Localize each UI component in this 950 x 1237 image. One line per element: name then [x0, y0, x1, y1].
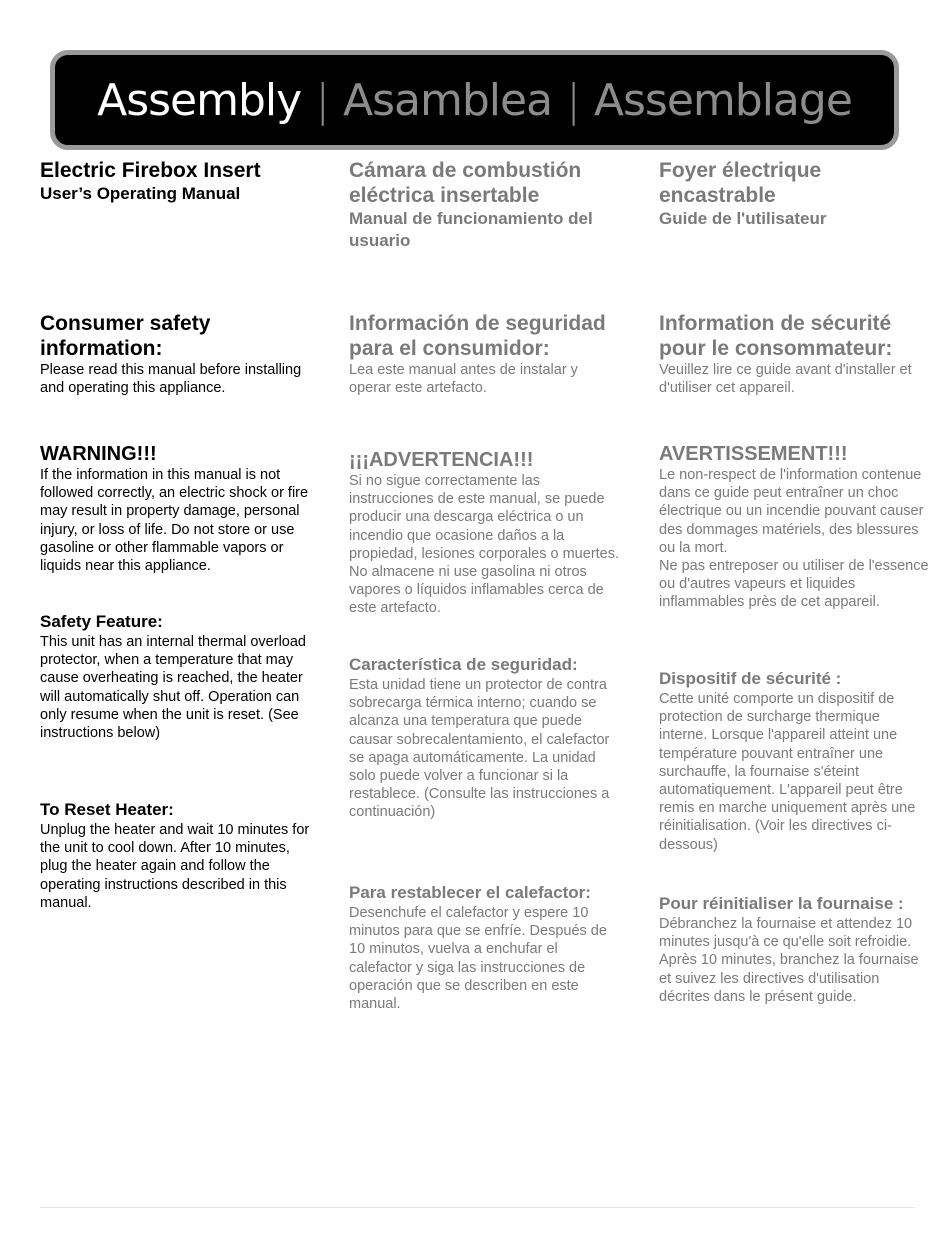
doc-title-block — [40, 158, 310, 205]
banner-title-spanish: Asamblea — [343, 74, 553, 126]
reset-heading: Para restablecer el calefactor: — [349, 883, 591, 902]
safety-feature-heading: Safety Feature: — [40, 612, 163, 631]
reset-section — [40, 799, 310, 912]
warning-body: Le non-respect de l'information contenue dans ce guide peut entraîner un choc électrique ou un incendie pouvant causer des dommages matériels, des blessures ou la mort. Ne pas entreposer ou utiliser de l'essence ou d'autres vapeurs et liquides inflammables près de cet appareil. — [659, 467, 929, 611]
reset-body: Unplug the heater and wait 10 minutes for the unit to cool down. After 10 minutes, plug the heater again and follow the operating instructions described in this manual. — [40, 822, 310, 911]
doc-title-block — [659, 158, 929, 230]
warning-section — [40, 442, 310, 575]
doc-subtitle: Manual de funcionamiento del usuario — [349, 209, 593, 250]
doc-title-block — [349, 158, 619, 252]
reset-heading: Pour réinitialiser la fournaise : — [659, 894, 904, 913]
warning-body: Si no sigue correctamente las instrucciones de este manual, se puede producir una descarga eléctrica o un incendio que ocasione daños a la propiedad, lesiones corporales o muertes. No almacene ni use gasolina ni otros vapores o líquidos inflamables cerca de este artefacto. — [349, 473, 620, 617]
safety-feature-section — [40, 611, 310, 742]
safety-feature-heading: Dispositif de sécurité : — [659, 669, 842, 688]
safety-feature-section — [349, 654, 619, 822]
doc-title: Electric Firebox Insert — [40, 159, 261, 182]
footer-divider — [40, 1207, 915, 1208]
warning-heading: AVERTISSEMENT!!! — [659, 443, 848, 465]
safety-info-heading: Información de seguridad para el consumidor: — [349, 312, 606, 360]
reset-section — [349, 882, 619, 1013]
doc-subtitle: User’s Operating Manual — [40, 184, 241, 203]
safety-feature-body: Esta unidad tiene un protector de contra sobrecarga térmica interno; cuando se alcanza una temperatura que puede causar sobrecalentamiento, el calefactor se apaga automáticamente. La unidad solo puede volver a funcionar si la restablece. (Consulte las instrucciones a continuación) — [349, 677, 610, 821]
safety-info-section — [349, 311, 619, 397]
reset-body: Débranchez la fournaise et attendez 10 minutes jusqu'à ce qu'elle soit refroidie. Après 10 minutes, branchez la fournaise et suivez les directives d'utilisation décrites dans le présent guide. — [659, 916, 919, 1005]
reset-heading: To Reset Heater: — [40, 800, 174, 819]
reset-section — [659, 893, 929, 1006]
banner-title-french: Assemblage — [593, 74, 852, 126]
doc-title: Cámara de combustión eléctrica insertable — [349, 159, 582, 207]
safety-info-body: Veuillez lire ce guide avant d'installer et d'utiliser cet appareil. — [659, 362, 912, 397]
warning-section — [349, 448, 619, 618]
safety-feature-section — [659, 668, 929, 854]
banner-separator: | — [566, 74, 580, 126]
warning-body: If the information in this manual is not followed correctly, an electric shock or fire may result in property damage, personal injury, or loss of life. Do not store or use gasoline or other flammable vapors or liquids near this appliance. — [40, 467, 309, 575]
safety-info-heading: Information de sécurité pour le consommateur: — [659, 312, 893, 360]
doc-subtitle: Guide de l'utilisateur — [659, 209, 827, 228]
safety-feature-body: This unit has an internal thermal overload protector, when a temperature that may cause overheating is reached, the heater will automatically shut off. Operation can only resume when the unit is reset. (See instructions below) — [40, 634, 306, 742]
safety-info-body: Lea este manual antes de instalar y operar este artefacto. — [349, 362, 578, 397]
safety-info-section — [40, 311, 310, 397]
section-banner — [50, 50, 899, 150]
reset-body: Desenchufe el calefactor y espere 10 minutos para que se enfríe. Después de 10 minutos, vuelva a enchufar el calefactor y siga las instrucciones de operación que se describen en este manual. — [349, 905, 607, 1013]
banner-title-english: Assembly — [97, 74, 302, 126]
doc-title: Foyer électrique encastrable — [659, 159, 822, 207]
safety-info-body: Please read this manual before installing and operating this appliance. — [40, 362, 302, 397]
banner-separator: | — [315, 74, 330, 126]
safety-info-heading: Consumer safety information: — [40, 312, 211, 360]
safety-feature-heading: Característica de seguridad: — [349, 655, 578, 674]
safety-feature-body: Cette unité comporte un dispositif de protection de surcharge thermique interne. Lorsque l'appareil atteint une température pouvant entraîner une surchauffe, la fournaise s'éteint automatiquement. L'appareil peut être remis en marche uniquement après une réinitialisation. (Voir les directives ci-dessous) — [659, 691, 916, 853]
warning-heading: ¡¡¡ADVERTENCIA!!! — [349, 449, 534, 471]
warning-section — [659, 442, 929, 612]
safety-info-section — [659, 311, 929, 397]
warning-heading: WARNING!!! — [40, 443, 157, 465]
